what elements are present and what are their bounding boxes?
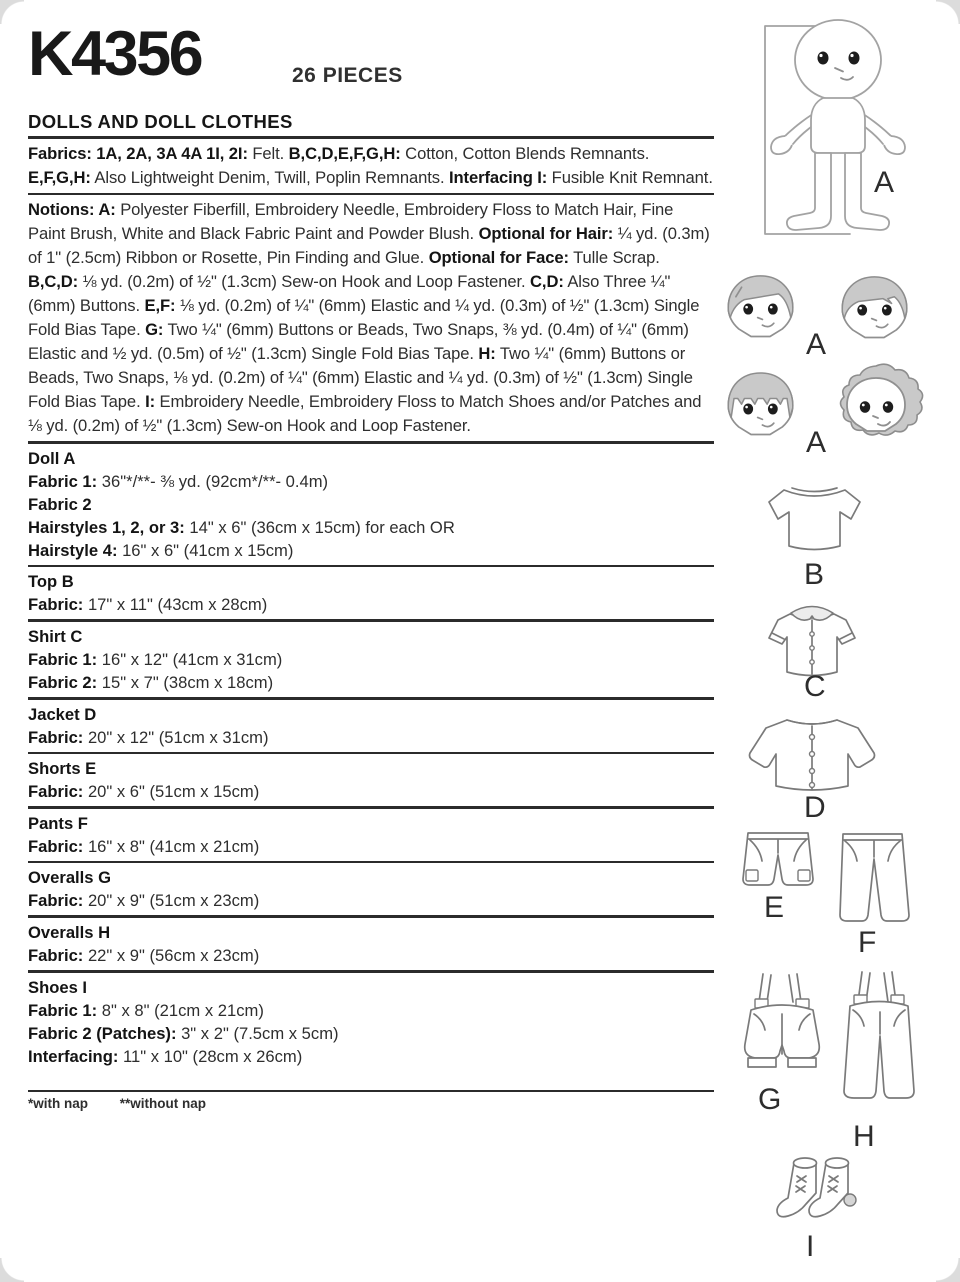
text-column xyxy=(28,19,714,1111)
nap-footnote xyxy=(28,1096,714,1111)
text-run: 15" x 7" (38cm x 18cm) xyxy=(97,672,274,692)
with-nap-note: *with nap xyxy=(28,1095,88,1111)
text-run: ¼ yd. (0.3m) of 1" (2.5cm) Ribbon or Rosette, Pin Finding and Glue. xyxy=(28,224,710,268)
text-run: Cotton, Cotton Blends Remnants. xyxy=(400,143,650,163)
top-b-label: B xyxy=(804,558,825,591)
section-title: Doll A xyxy=(28,448,76,468)
heads-row1-label: A xyxy=(806,328,827,361)
bold-label: Fabric 2 xyxy=(28,494,92,514)
doll-a-label: A xyxy=(874,166,895,199)
section-line xyxy=(28,889,714,912)
text-run: 36"*/**- ⅜ yd. (92cm*/**- 0.4m) xyxy=(97,471,329,491)
bold-label: E,F: xyxy=(144,296,176,316)
bold-label: Fabric 1: xyxy=(28,471,98,491)
bold-label: Fabric 1: xyxy=(28,1000,98,1020)
section-line xyxy=(28,470,714,493)
bold-label: Interfacing I: xyxy=(449,167,548,187)
text-run: 20" x 9" (51cm x 23cm) xyxy=(83,891,260,911)
section-line xyxy=(28,835,714,858)
corner-artifact xyxy=(0,1258,24,1282)
bold-label: Fabric: xyxy=(28,782,84,802)
text-run: Felt. xyxy=(247,143,289,163)
pants-f-illustration xyxy=(830,827,915,929)
overalls-g-illustration xyxy=(735,968,830,1080)
section-title: Shorts E xyxy=(28,759,97,779)
corner-artifact xyxy=(936,1258,960,1282)
bold-label: E,F,G,H: xyxy=(28,167,91,187)
divider xyxy=(28,136,714,139)
section-line xyxy=(28,671,714,694)
overalls-h-label: H xyxy=(853,1120,875,1153)
head-hairstyle-3-illustration xyxy=(716,364,806,452)
section-line xyxy=(28,999,714,1022)
notions-paragraph xyxy=(28,198,714,438)
text-run: 14" x 6" (36cm x 15cm) for each OR xyxy=(184,517,455,537)
text-run: Also Lightweight Denim, Twill, Poplin Remnants. xyxy=(90,167,449,187)
head-hairstyle-1-illustration xyxy=(716,267,806,353)
text-run: 16" x 6" (41cm x 15cm) xyxy=(117,540,294,560)
bold-label: Optional for Face: xyxy=(428,248,569,268)
section-line xyxy=(28,516,714,539)
top-b-illustration xyxy=(752,476,877,560)
divider xyxy=(28,565,714,568)
text-run: Embroidery Needle, Embroidery Floss to Match Shoes and/or Patches and ⅛ yd. (0.2m) of ½" (1.3cm) Sew-on Hook and Loop Fastener. xyxy=(28,392,702,436)
pieces-count: 26 PIECES xyxy=(292,64,403,87)
bold-label: Notions: A: xyxy=(28,200,116,220)
divider xyxy=(28,752,714,755)
section-line xyxy=(28,726,714,749)
bold-label: Fabric 1: xyxy=(28,649,98,669)
section-line xyxy=(28,493,714,516)
without-nap-note: **without nap xyxy=(119,1095,207,1111)
text-run: 3" x 2" (7.5cm x 5cm) xyxy=(176,1023,339,1043)
bold-label: Fabric 2: xyxy=(28,672,98,692)
bold-label: Fabric: xyxy=(28,836,84,856)
divider xyxy=(28,619,714,622)
text-run: Tulle Scrap. xyxy=(568,248,660,268)
bold-label: Hairstyle 4: xyxy=(28,540,118,560)
bold-label: C,D: xyxy=(530,272,564,292)
divider xyxy=(28,193,714,196)
section-line xyxy=(28,780,714,803)
text-run: 20" x 12" (51cm x 31cm) xyxy=(83,727,269,747)
bold-label: H: xyxy=(478,344,496,364)
shorts-e-label: E xyxy=(764,891,785,924)
pattern-number: K4356 xyxy=(28,19,202,89)
section-title: Shoes I xyxy=(28,977,88,997)
section-title: Pants F xyxy=(28,813,88,833)
bold-label: Fabric: xyxy=(28,891,84,911)
section-title: Shirt C xyxy=(28,626,83,646)
jacket-d-label: D xyxy=(804,791,826,824)
boots-i-illustration xyxy=(770,1150,865,1232)
corner-artifact xyxy=(0,0,24,24)
bold-label: Hairstyles 1, 2, or 3: xyxy=(28,517,185,537)
overalls-g-label: G xyxy=(758,1083,782,1116)
text-run: ⅛ yd. (0.2m) of ¼" (6mm) Elastic and ¼ yd. (0.3m) of ½" (1.3cm) Single Fold Bias Tape. xyxy=(28,296,700,340)
pants-f-label: F xyxy=(858,926,877,959)
divider xyxy=(28,441,714,444)
boots-i-label: I xyxy=(806,1230,815,1263)
bold-label: Optional for Hair: xyxy=(478,224,614,244)
text-run: Polyester Fiberfill, Embroidery Needle, Embroidery Floss to Match Hair, Fine Paint Brush, White and Black Fabric Paint and Powder Blush. xyxy=(28,200,674,244)
divider xyxy=(28,806,714,809)
section-line xyxy=(28,593,714,616)
shorts-e-illustration xyxy=(738,827,818,893)
doll-head xyxy=(795,20,881,100)
bold-label: Fabric: xyxy=(28,945,84,965)
text-run: 11" x 10" (28cm x 26cm) xyxy=(118,1046,303,1066)
bold-label: Fabric 2 (Patches): xyxy=(28,1023,177,1043)
bold-label: Fabric: xyxy=(28,595,84,615)
text-run: 17" x 11" (43cm x 28cm) xyxy=(83,595,268,615)
text-run: Also Three ¼" (6mm) Buttons. xyxy=(28,272,671,316)
section-line xyxy=(28,648,714,671)
footnote-divider xyxy=(28,1090,714,1092)
doll-a-illustration xyxy=(753,18,953,248)
divider xyxy=(28,970,714,973)
head-hairstyle-2-illustration xyxy=(830,268,920,354)
head-hairstyle-4-illustration xyxy=(818,362,936,454)
section-title: Overalls H xyxy=(28,922,111,942)
bold-label: Interfacing: xyxy=(28,1046,119,1066)
heads-row2-label: A xyxy=(806,426,827,459)
section-title: Top B xyxy=(28,572,74,592)
overalls-h-illustration xyxy=(832,966,927,1118)
text-run: Two ¼" (6mm) Buttons or Beads, Two Snaps, ⅛ yd. (0.2m) of ¼" (6mm) Elastic and ¼ yd. (0.3m) of ½" (1.3cm) Single Fold Bias Tape. xyxy=(28,344,693,412)
text-run: 16" x 12" (41cm x 31cm) xyxy=(97,649,283,669)
text-run: Two ¼" (6mm) Buttons or Beads, Two Snaps, ⅜ yd. (0.4m) of ¼" (6mm) Elastic and ½ yd. (0.5m) of ½" (1.3cm) Single Fold Bias Tape. xyxy=(28,320,689,364)
divider xyxy=(28,861,714,864)
text-run: 16" x 8" (41cm x 21cm) xyxy=(83,836,260,856)
shirt-c-label: C xyxy=(804,670,826,703)
section-line xyxy=(28,1045,714,1068)
bold-label: B,C,D,E,F,G,H: xyxy=(288,143,401,163)
text-run: 20" x 6" (51cm x 15cm) xyxy=(83,782,260,802)
page-title: DOLLS AND DOLL CLOTHES xyxy=(28,111,293,132)
text-run: ⅛ yd. (0.2m) of ½" (1.3cm) Sew-on Hook and Loop Fastener. xyxy=(78,272,531,292)
divider xyxy=(28,915,714,918)
bold-label: Fabric: xyxy=(28,727,84,747)
text-run: 8" x 8" (21cm x 21cm) xyxy=(97,1000,264,1020)
yardage-sections xyxy=(28,447,714,1068)
divider xyxy=(28,697,714,700)
section-title: Overalls G xyxy=(28,868,112,888)
section-line xyxy=(28,1022,714,1045)
bold-label: Fabrics: 1A, 2A, 3A 4A 1I, 2I: xyxy=(28,143,248,163)
text-run: 22" x 9" (56cm x 23cm) xyxy=(83,945,260,965)
bold-label: I: xyxy=(145,392,156,412)
fabrics-paragraph xyxy=(28,142,714,190)
bold-label: G: xyxy=(145,320,164,340)
bold-label: B,C,D: xyxy=(28,272,79,292)
section-line xyxy=(28,944,714,967)
fabrics-notions-block xyxy=(28,142,714,444)
text-run: Fusible Knit Remnant. xyxy=(547,167,713,187)
section-title: Jacket D xyxy=(28,704,97,724)
section-line xyxy=(28,539,714,562)
doll-torso xyxy=(811,98,865,153)
jacket-d-illustration xyxy=(740,706,890,798)
